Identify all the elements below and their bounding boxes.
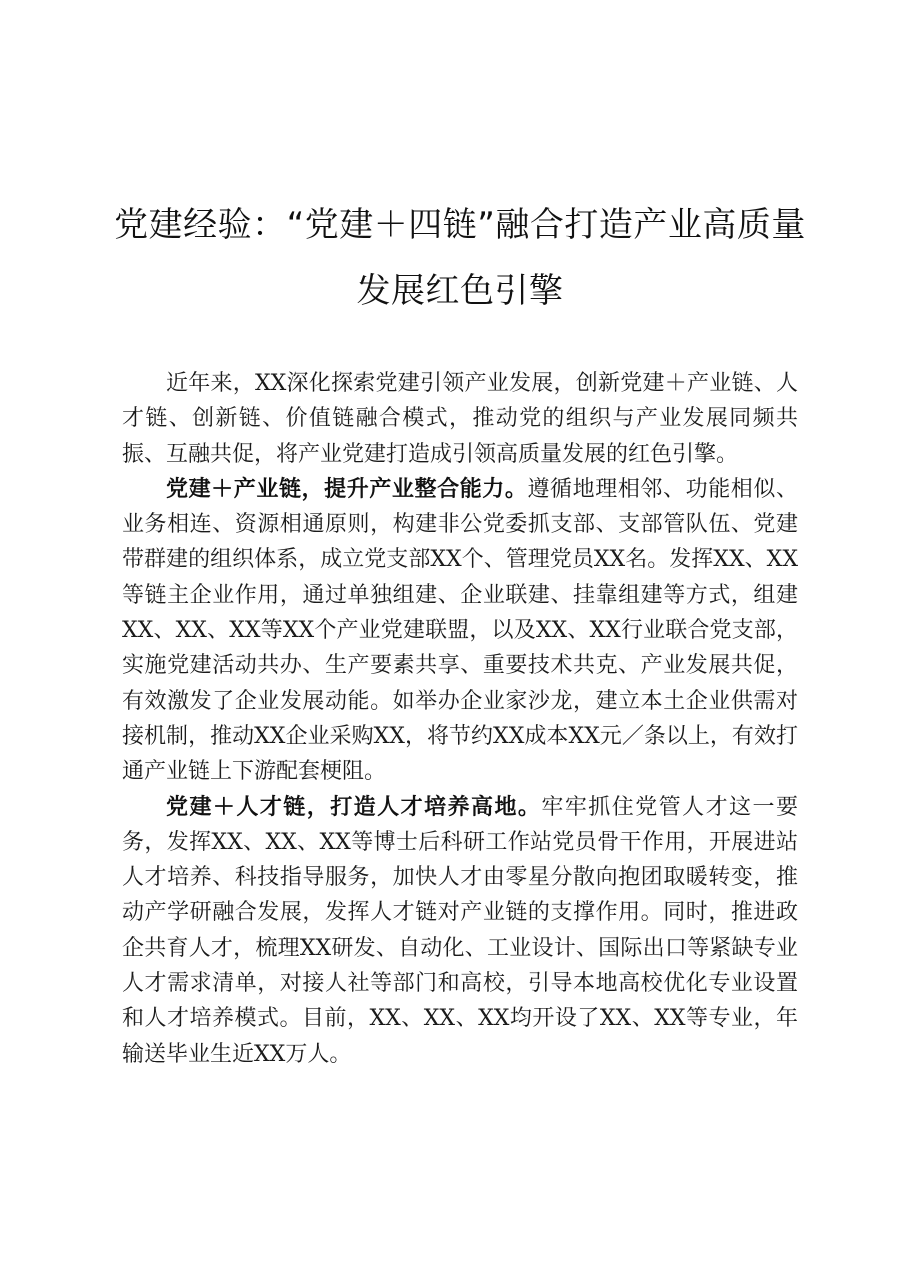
document-title: 党建经验：“党建＋四链”融合打造产业高质量发展红色引擎 [114,205,806,311]
document-body [122,366,798,1072]
paragraph-industry-chain [122,472,798,790]
paragraph-talent-chain-heading: 党建＋人才链，打造人才培养高地。 [166,794,542,820]
paragraph-intro [122,366,798,472]
paragraph-intro-text: 近年来，XX深化探索党建引领产业发展，创新党建＋产业链、人才链、创新链、价值链融合模式，推动党的组织与产业发展同频共振、互融共促，将产业党建打造成引领高质量发展的红色引擎。 [122,371,798,467]
paragraph-talent-chain-text: 牢牢抓住党管人才这一要务，发挥XX、XX、XX等博士后科研工作站党员骨干作用，开展进站人才培养、科技指导服务，加快人才由零星分散向抱团取暖转变，推动产学研融合发展，发挥人才链对产业链的支撑作用。同时，推进政企共育人才，梳理XX研发、自动化、工业设计、国际出口等紧缺专业人才需求清单，对接人社等部门和高校，引导本地高校优化专业设置和人才培养模式。目前，XX、XX、XX均开设了XX、XX等专业，年输送毕业生近XX万人。 [122,794,798,1067]
paragraph-industry-chain-text: 遵循地理相邻、功能相似、业务相连、资源相通原则，构建非公党委抓支部、支部管队伍、党建带群建的组织体系，成立党支部XX个、管理党员XX名。发挥XX、XX等链主企业作用，通过单独组建、企业联建、挂靠组建等方式，组建XX、XX、XX等XX个产业党建联盟，以及XX、XX行业联合党支部，实施党建活动共办、生产要素共享、重要技术共克、产业发展共促，有效激发了企业发展动能。如举办企业家沙龙，建立本土企业供需对接机制，推动XX企业采购XX，将节约XX成本XX元／条以上，有效打通产业链上下游配套梗阻。 [122,476,798,785]
paragraph-talent-chain [122,790,798,1072]
paragraph-industry-chain-heading: 党建＋产业链，提升产业整合能力。 [166,476,528,502]
